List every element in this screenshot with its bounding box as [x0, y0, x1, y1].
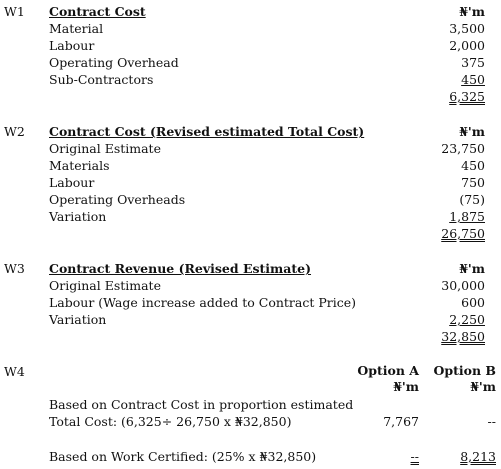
w2-row-labour-value: 750: [461, 175, 485, 190]
w4-option-b-unit: ₦'m: [470, 379, 496, 394]
w1-unit: ₦'m: [459, 4, 485, 19]
w2-row-original-value: 23,750: [441, 141, 485, 156]
w4-option-a-header: Option A: [357, 363, 419, 378]
w2-unit: ₦'m: [459, 124, 485, 139]
w4-option-b-header: Option B: [433, 363, 496, 378]
w2-row-overheads-label: Operating Overheads: [49, 192, 186, 207]
w2-row-variation-value: 1,875: [449, 209, 485, 224]
w3-heading: Contract Revenue (Revised Estimate): [49, 261, 312, 276]
w4-cost-basis-line2: Total Cost: (6,325÷ 26,750 x ₦32,850): [49, 414, 292, 429]
w1-row-material-label: Material: [49, 21, 104, 36]
w4-cost-option-a-value: 7,767: [383, 414, 419, 429]
w1-label: W1: [4, 4, 25, 19]
w4-work-certified-line: Based on Work Certified: (25% x ₦32,850): [49, 449, 317, 464]
w3-row-original-label: Original Estimate: [49, 278, 161, 293]
w3-row-labour-value: 600: [461, 295, 485, 310]
w1-total: 6,325: [449, 89, 485, 104]
w2-heading: Contract Cost (Revised estimated Total Cost): [49, 124, 365, 139]
w3-label: W3: [4, 261, 25, 276]
w4-cost-option-b-value: --: [487, 414, 496, 429]
w3-row-variation-value: 2,250: [449, 312, 485, 327]
w3-row-variation-label: Variation: [49, 312, 107, 327]
w1-row-subcontractors-value: 450: [461, 72, 485, 87]
w2-row-materials-value: 450: [461, 158, 485, 173]
w3-unit: ₦'m: [459, 261, 485, 276]
w1-row-overhead-value: 375: [461, 55, 485, 70]
w1-row-labour-value: 2,000: [449, 38, 485, 53]
w2-row-original-label: Original Estimate: [49, 141, 161, 156]
w1-row-overhead-label: Operating Overhead: [49, 55, 179, 70]
w4-cost-basis-line1: Based on Contract Cost in proportion estimated: [49, 397, 354, 412]
w2-row-materials-label: Materials: [49, 158, 110, 173]
w1-heading: Contract Cost: [49, 4, 146, 19]
w1-row-subcontractors-label: Sub-Contractors: [49, 72, 154, 87]
w4-option-a-unit: ₦'m: [393, 379, 419, 394]
w2-row-overheads-value: (75): [459, 192, 485, 207]
w2-row-variation-label: Variation: [49, 209, 107, 224]
w2-label: W2: [4, 124, 25, 139]
w3-row-labour-label: Labour (Wage increase added to Contract Price): [49, 295, 357, 310]
w4-label: W4: [4, 364, 25, 379]
w2-row-labour-label: Labour: [49, 175, 95, 190]
w3-row-original-value: 30,000: [441, 278, 485, 293]
w4-work-option-a-value: --: [410, 449, 419, 464]
w1-row-material-value: 3,500: [449, 21, 485, 36]
w3-total: 32,850: [441, 329, 485, 344]
w1-row-labour-label: Labour: [49, 38, 95, 53]
w2-total: 26,750: [441, 226, 485, 241]
w4-work-option-b-value: 8,213: [460, 449, 496, 464]
